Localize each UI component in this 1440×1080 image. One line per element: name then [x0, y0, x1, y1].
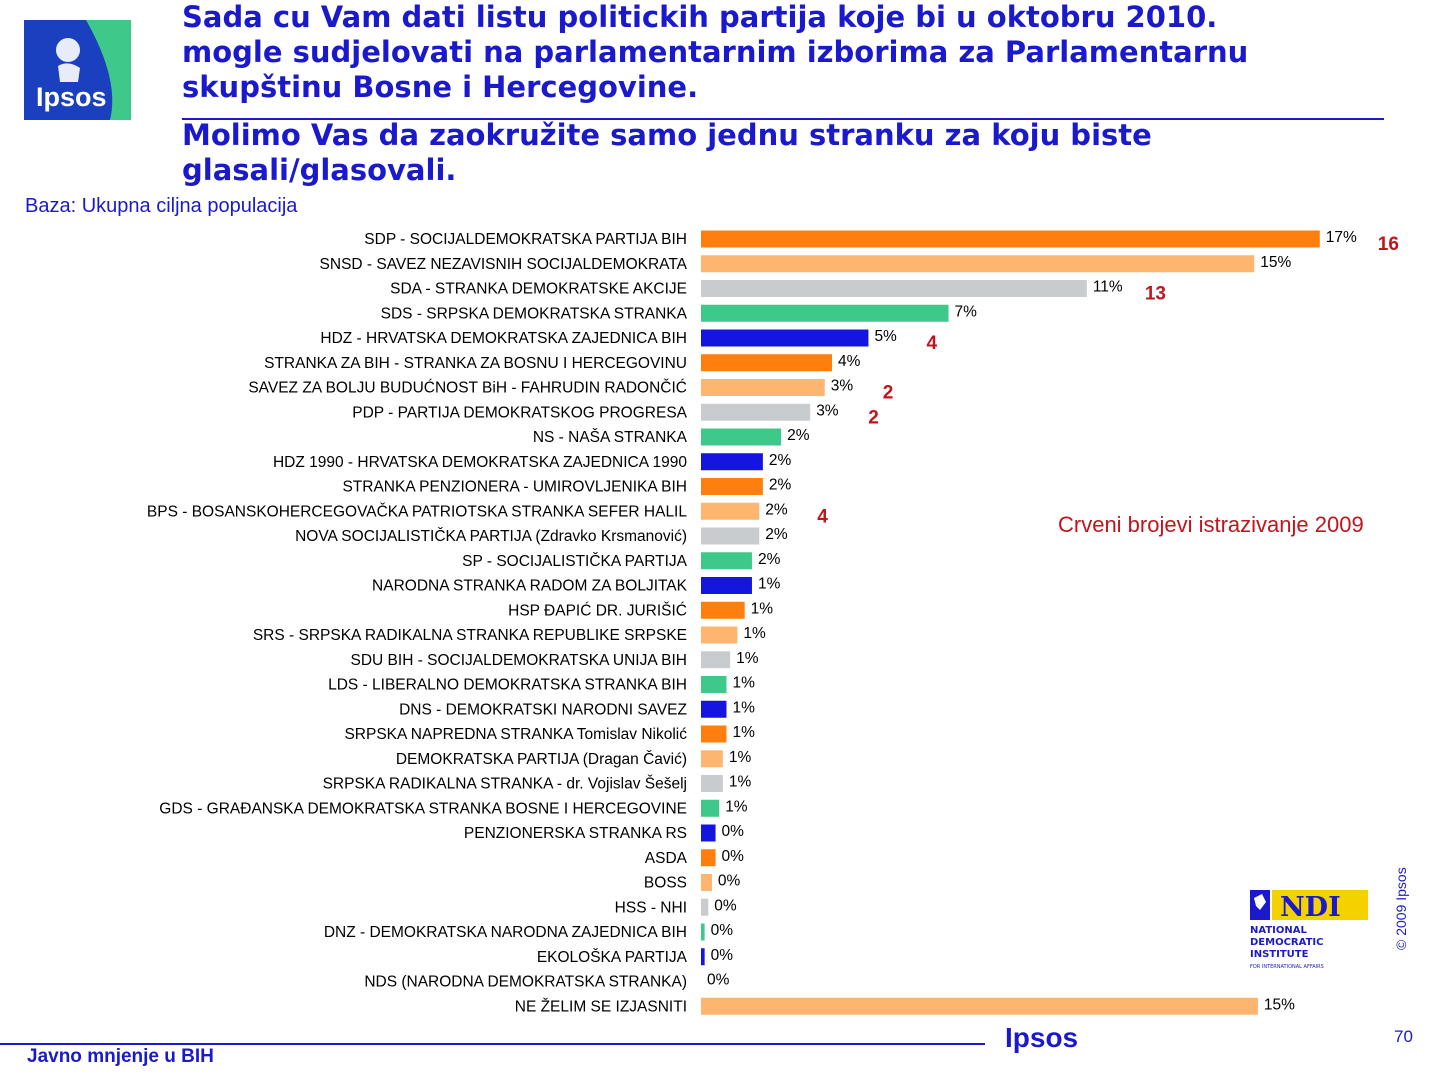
value-label: 2%: [787, 427, 810, 444]
value-label: 4%: [838, 352, 861, 370]
bar: [701, 255, 1254, 272]
value-label: 2%: [768, 451, 792, 469]
question-subtitle: Molimo Vas da zaokružite samo jednu stranku za koju biste glasali/glasovali.: [182, 118, 1152, 187]
category-label: HSP ĐAPIĆ DR. JURIŠIĆ: [508, 602, 687, 620]
category-label: NS - NAŠA STRANKA: [532, 429, 687, 446]
category-label: STRANKA ZA BIH - STRANKA ZA BOSNU I HERCEGOVINU: [264, 354, 687, 372]
category-label: SDA - STRANKA DEMOKRATSKE AKCIJE: [390, 280, 687, 298]
category-label: SAVEZ ZA BOLJU BUDUĆNOST BiH - FAHRUDIN RADONČIĆ: [248, 379, 687, 397]
value-label: 3%: [830, 377, 854, 395]
value-label: 1%: [757, 575, 781, 593]
value-label: 11%: [1092, 278, 1123, 296]
category-label: LDS - LIBERALNO DEMOKRATSKA STRANKA BIH: [328, 676, 687, 694]
comparison-2009-label: 2: [868, 407, 879, 429]
ndi-logo-text: NDI: [1280, 892, 1341, 923]
value-label: 5%: [874, 328, 897, 345]
value-label: 1%: [732, 724, 755, 741]
value-label: 1%: [728, 748, 752, 766]
bar: [701, 577, 752, 594]
bar: [701, 998, 1258, 1015]
value-label: 0%: [721, 847, 744, 865]
value-label: 0%: [714, 897, 737, 915]
bar: [701, 528, 759, 545]
value-label: 0%: [717, 872, 741, 890]
bar: [701, 800, 719, 817]
bar: [701, 280, 1087, 297]
bar: [701, 750, 723, 767]
bar: [701, 651, 730, 668]
value-label: 2%: [765, 526, 788, 543]
bar: [701, 825, 716, 842]
bar: [701, 899, 708, 916]
comparison-2009-label: 4: [817, 506, 828, 528]
category-label: BPS - BOSANSKOHERCEGOVAČKA PATRIOTSKA STRANKA SEFER HALIL: [146, 503, 687, 521]
category-label: PENZIONERSKA STRANKA RS: [463, 825, 687, 842]
bar: [701, 429, 781, 446]
page-number: 70: [1394, 1027, 1413, 1046]
ndi-logo: [1250, 888, 1370, 970]
base-label: Baza: Ukupna ciljna populacija: [25, 195, 298, 217]
bar: [701, 676, 726, 693]
bar: [701, 948, 705, 965]
category-label: SNSD - SAVEZ NEZAVISNIH SOCIJALDEMOKRATA: [319, 255, 687, 273]
category-label: SRS - SRPSKA RADIKALNA STRANKA REPUBLIKE SRPSKE: [252, 627, 687, 644]
value-label: 3%: [816, 402, 839, 420]
bar: [701, 552, 752, 569]
bar: [701, 478, 763, 495]
category-label: SDP - SOCIJALDEMOKRATSKA PARTIJA BIH: [364, 231, 687, 248]
value-label: 1%: [750, 600, 774, 618]
value-label: 0%: [710, 946, 734, 964]
category-label: EKOLOŠKA PARTIJA: [536, 948, 687, 966]
bar: [701, 726, 726, 743]
category-label: HDZ - HRVATSKA DEMOKRATSKA ZAJEDNICA BIH: [320, 330, 687, 347]
bar: [701, 305, 949, 322]
comparison-2009-label: 16: [1377, 234, 1399, 255]
category-label: NARODNA STRANKA RADOM ZA BOLJITAK: [372, 577, 687, 595]
value-label: 2%: [757, 550, 781, 568]
category-label: SDU BIH - SOCIJALDEMOKRATSKA UNIJA BIH: [350, 651, 687, 669]
bar: [701, 924, 705, 941]
bar: [701, 602, 745, 619]
category-label: HDZ 1990 - HRVATSKA DEMOKRATSKA ZAJEDNICA 1990: [272, 453, 687, 471]
ipsos-logo-text: Ipsos: [36, 82, 107, 112]
bar: [701, 404, 810, 421]
bar: [701, 453, 763, 470]
comparison-note: Crveni brojevi istrazivanje 2009: [1058, 512, 1364, 537]
bar: [701, 874, 712, 891]
category-label: HSS - NHI: [614, 899, 687, 917]
value-label: 15%: [1260, 253, 1292, 271]
category-label: STRANKA PENZIONERA - UMIROVLJENIKA BIH: [342, 478, 687, 496]
category-label: ASDA: [644, 849, 687, 867]
comparison-2009-label: 4: [926, 333, 938, 354]
category-label: SRPSKA NAPREDNA STRANKA Tomislav Nikolić: [344, 726, 687, 743]
bar: [701, 379, 825, 396]
bar: [701, 775, 723, 792]
ndi-line: INSTITUTE: [1250, 949, 1309, 960]
value-label: 17%: [1325, 229, 1357, 246]
bar: [701, 330, 868, 347]
value-label: 2%: [768, 476, 792, 494]
footer-brand: Ipsos: [1005, 1022, 1079, 1053]
bar: [701, 354, 832, 371]
category-label: SP - SOCIJALISTIČKA PARTIJA: [462, 552, 687, 570]
comparison-2009-label: 13: [1144, 283, 1166, 305]
category-label: PDP - PARTIJA DEMOKRATSKOG PROGRESA: [352, 404, 687, 422]
category-label: NDS (NARODNA DEMOKRATSKA STRANKA): [364, 973, 687, 991]
comparison-2009-label: 2: [882, 382, 894, 404]
ndi-line: FOR INTERNATIONAL AFFAIRS: [1250, 964, 1324, 970]
value-label: 0%: [707, 971, 730, 989]
category-label: GDS - GRAĐANSKA DEMOKRATSKA STRANKA BOSNE I HERCEGOVINE: [159, 800, 687, 818]
value-label: 1%: [736, 649, 759, 667]
value-label: 1%: [743, 625, 766, 642]
value-label: 1%: [725, 798, 748, 816]
category-label: DEMOKRATSKA PARTIJA (Dragan Čavić): [395, 750, 687, 768]
value-label: 0%: [710, 922, 734, 939]
value-label: 1%: [728, 773, 752, 791]
ndi-line: NATIONAL: [1250, 925, 1307, 936]
category-label: SDS - SRPSKA DEMOKRATSKA STRANKA: [380, 305, 687, 323]
category-label: BOSS: [643, 874, 687, 892]
category-label: NE ŽELIM SE IZJASNITI: [514, 998, 687, 1016]
value-label: 15%: [1263, 996, 1295, 1014]
category-label: NOVA SOCIJALISTIČKA PARTIJA (Zdravko Krsmanović): [295, 528, 687, 545]
value-label: 0%: [721, 823, 744, 840]
value-label: 1%: [732, 674, 755, 692]
bar: [701, 701, 726, 718]
value-label: 2%: [765, 501, 788, 519]
value-label: 1%: [732, 699, 755, 717]
bar: [701, 849, 716, 866]
category-label: DNZ - DEMOKRATSKA NARODNA ZAJEDNICA BIH: [323, 924, 687, 941]
bar: [701, 627, 737, 644]
page-title: Sada cu Vam dati listu politickih partija koje bi u oktobru 2010. mogle sudjelovati na parlamentarnim izborima za Parlamentarnu skupštinu Bosne i Hercegovine.: [182, 0, 1249, 104]
footer-title: Javno mnjenje u BIH: [27, 1046, 214, 1067]
value-label: 7%: [954, 303, 977, 321]
category-label: SRPSKA RADIKALNA STRANKA - dr. Vojislav Šešelj: [322, 775, 687, 793]
category-label: DNS - DEMOKRATSKI NARODNI SAVEZ: [399, 701, 687, 719]
copyright-text: © 2009 Ipsos: [1393, 867, 1409, 950]
bar: [701, 231, 1320, 248]
ndi-line: DEMOCRATIC: [1250, 937, 1324, 948]
bar: [701, 503, 759, 520]
footer-divider: [0, 1043, 985, 1045]
